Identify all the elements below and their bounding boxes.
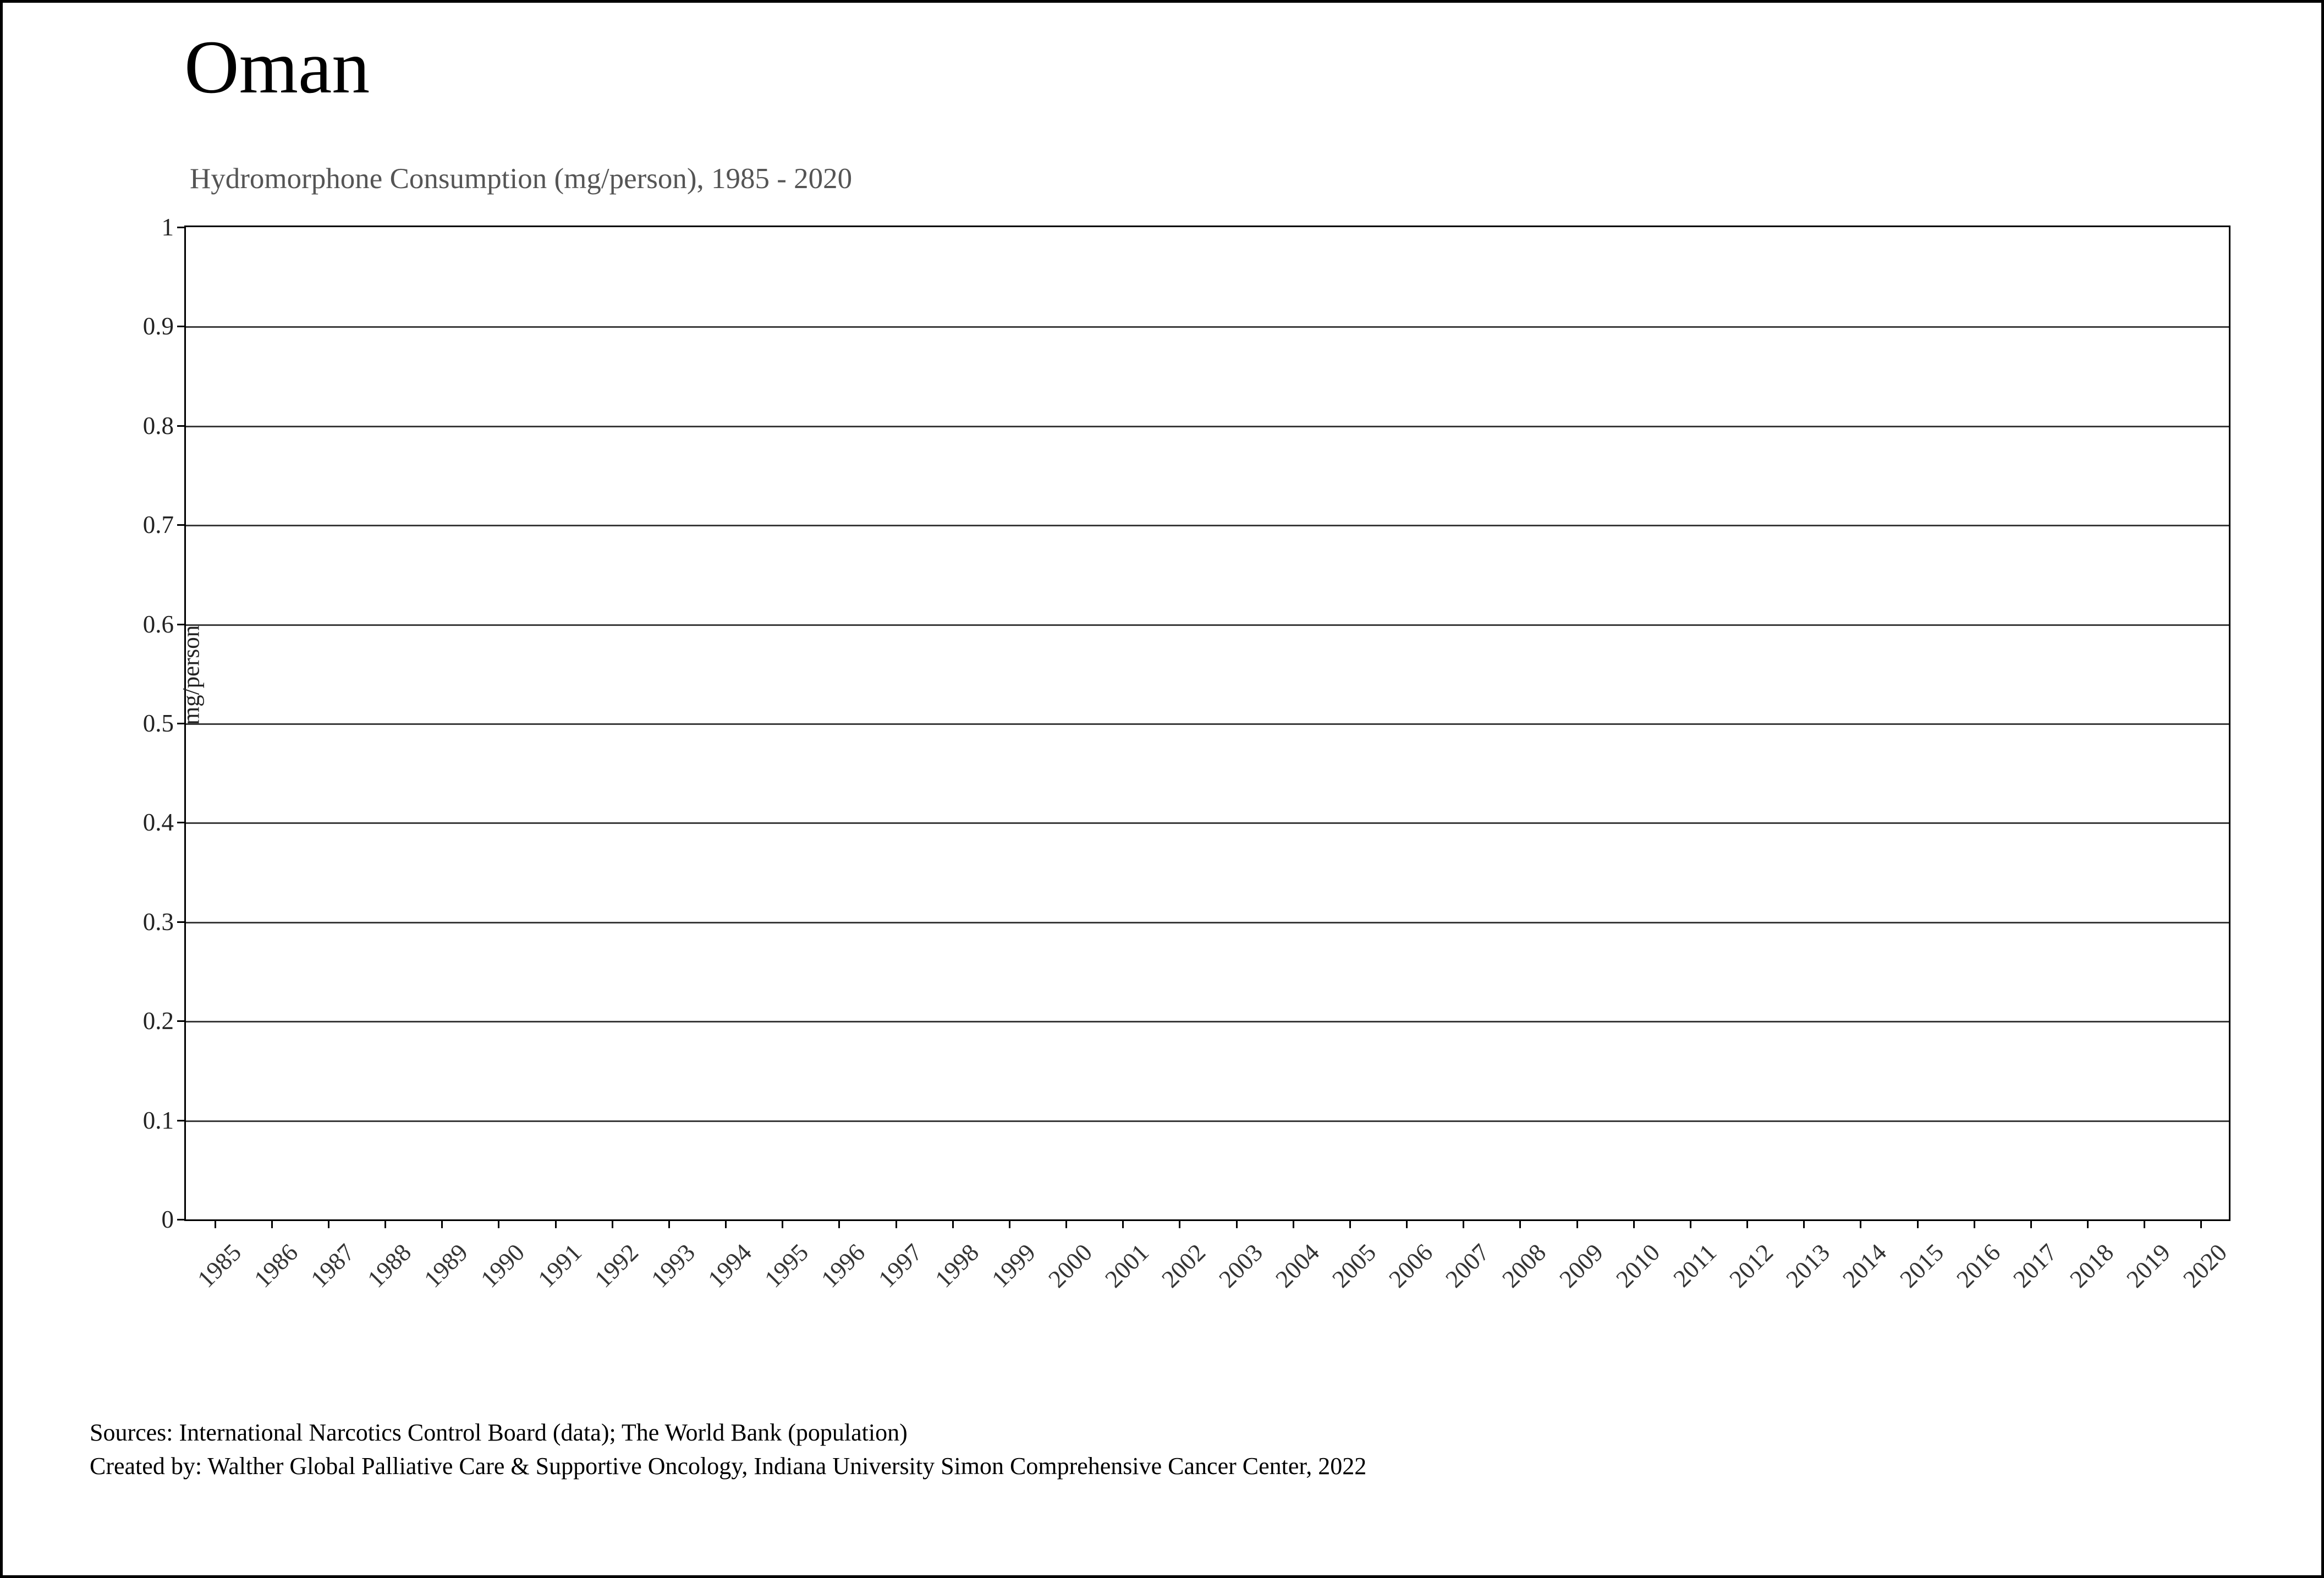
x-tick-label: 1999	[986, 1238, 1041, 1293]
x-tick-mark	[1633, 1219, 1635, 1228]
x-tick-label: 1991	[532, 1238, 587, 1293]
y-tick-label: 0.2	[142, 1007, 174, 1035]
y-tick-label: 0.6	[142, 610, 174, 638]
x-tick-mark	[1974, 1219, 1975, 1228]
y-tick-label: 0.7	[142, 511, 174, 539]
x-tick-mark	[668, 1219, 670, 1228]
x-tick-mark	[1065, 1219, 1067, 1228]
x-tick-label: 2011	[1668, 1238, 1722, 1293]
x-tick-label: 2013	[1781, 1238, 1836, 1293]
y-tick-label: 0.9	[142, 312, 174, 340]
x-tick-label: 1993	[645, 1238, 700, 1293]
x-tick-label: 2008	[1497, 1238, 1552, 1293]
x-tick-label: 1989	[419, 1238, 474, 1293]
y-tick-mark	[177, 624, 186, 625]
x-tick-label: 2004	[1270, 1238, 1325, 1293]
x-tick-label: 2019	[2121, 1238, 2176, 1293]
x-tick-label: 1996	[816, 1238, 871, 1293]
x-tick-mark	[215, 1219, 216, 1228]
x-tick-label: 1985	[191, 1238, 246, 1293]
x-tick-label: 2010	[1610, 1238, 1665, 1293]
x-tick-mark	[2200, 1219, 2202, 1228]
x-tick-mark	[1690, 1219, 1691, 1228]
x-tick-mark	[725, 1219, 727, 1228]
x-tick-label: 2018	[2064, 1238, 2119, 1293]
x-tick-mark	[555, 1219, 557, 1228]
y-tick-mark	[177, 1219, 186, 1220]
series-svg	[186, 227, 2229, 1219]
x-tick-mark	[952, 1219, 954, 1228]
x-tick-mark	[1576, 1219, 1578, 1228]
chart-subtitle: Hydromorphone Consumption (mg/person), 1985 - 2020	[190, 163, 853, 195]
x-tick-label: 2001	[1100, 1238, 1155, 1293]
y-tick-label: 0.4	[142, 809, 174, 837]
x-tick-label: 1998	[929, 1238, 984, 1293]
x-tick-mark	[2144, 1219, 2145, 1228]
x-tick-mark	[1746, 1219, 1748, 1228]
x-tick-mark	[838, 1219, 840, 1228]
x-tick-mark	[1122, 1219, 1124, 1228]
x-tick-label: 2007	[1440, 1238, 1495, 1293]
page-title: Oman	[184, 25, 370, 109]
y-tick-label: 0	[161, 1206, 174, 1233]
x-tick-label: 1997	[872, 1238, 927, 1293]
x-tick-mark	[1803, 1219, 1805, 1228]
x-tick-mark	[1860, 1219, 1861, 1228]
y-tick-mark	[177, 1020, 186, 1022]
x-tick-label: 2009	[1553, 1238, 1608, 1293]
y-tick-label: 1	[161, 213, 174, 241]
x-tick-mark	[1406, 1219, 1408, 1228]
x-tick-mark	[612, 1219, 613, 1228]
x-tick-label: 1987	[305, 1238, 360, 1293]
y-tick-mark	[177, 822, 186, 823]
x-tick-label: 2014	[1837, 1238, 1892, 1293]
x-tick-mark	[1179, 1219, 1180, 1228]
x-tick-mark	[328, 1219, 329, 1228]
x-tick-label: 1994	[702, 1238, 757, 1293]
x-tick-mark	[782, 1219, 783, 1228]
x-tick-mark	[1293, 1219, 1294, 1228]
x-tick-label: 1988	[362, 1238, 417, 1293]
footer	[90, 1416, 1366, 1483]
y-tick-mark	[177, 227, 186, 228]
x-tick-label: 2020	[2178, 1238, 2233, 1293]
x-tick-mark	[498, 1219, 499, 1228]
y-tick-label: 0.5	[142, 710, 174, 737]
x-tick-label: 2012	[1724, 1238, 1779, 1293]
y-tick-label: 0.1	[142, 1106, 174, 1134]
plot-area	[142, 213, 2233, 1293]
x-tick-label: 1992	[589, 1238, 644, 1293]
y-tick-label: 0.3	[142, 908, 174, 936]
x-tick-mark	[895, 1219, 897, 1228]
x-tick-label: 2006	[1383, 1238, 1438, 1293]
x-tick-label: 2017	[2007, 1238, 2062, 1293]
x-tick-mark	[1917, 1219, 1919, 1228]
y-tick-mark	[177, 1120, 186, 1121]
y-tick-mark	[177, 921, 186, 923]
y-tick-mark	[177, 524, 186, 526]
x-tick-label: 2003	[1213, 1238, 1268, 1293]
x-tick-mark	[2030, 1219, 2032, 1228]
x-tick-label: 2002	[1156, 1238, 1211, 1293]
y-tick-label: 0.8	[142, 411, 174, 439]
x-tick-mark	[1463, 1219, 1464, 1228]
y-axis-label: mg/person	[178, 625, 205, 725]
y-tick-mark	[177, 326, 186, 327]
x-tick-label: 2015	[1894, 1238, 1949, 1293]
x-tick-label: 2005	[1326, 1238, 1381, 1293]
x-tick-label: 1995	[759, 1238, 814, 1293]
x-tick-mark	[1349, 1219, 1351, 1228]
x-tick-mark	[384, 1219, 386, 1228]
x-tick-label: 1986	[248, 1238, 303, 1293]
x-tick-mark	[1519, 1219, 1521, 1228]
x-tick-label: 1990	[475, 1238, 530, 1293]
x-tick-mark	[271, 1219, 273, 1228]
x-tick-label: 2000	[1043, 1238, 1098, 1293]
x-tick-mark	[1236, 1219, 1238, 1228]
footer-sources: Sources: International Narcotics Control Board (data); The World Bank (population)	[90, 1419, 908, 1446]
x-tick-mark	[2087, 1219, 2089, 1228]
x-tick-mark	[441, 1219, 443, 1228]
y-tick-mark	[177, 425, 186, 427]
y-tick-mark	[177, 723, 186, 724]
x-tick-mark	[1009, 1219, 1010, 1228]
footer-created-by: Created by: Walther Global Palliative Care & Supportive Oncology, Indiana University Simon Comprehensive Cancer Center, 2022	[90, 1452, 1367, 1480]
x-tick-label: 2016	[1951, 1238, 2006, 1293]
